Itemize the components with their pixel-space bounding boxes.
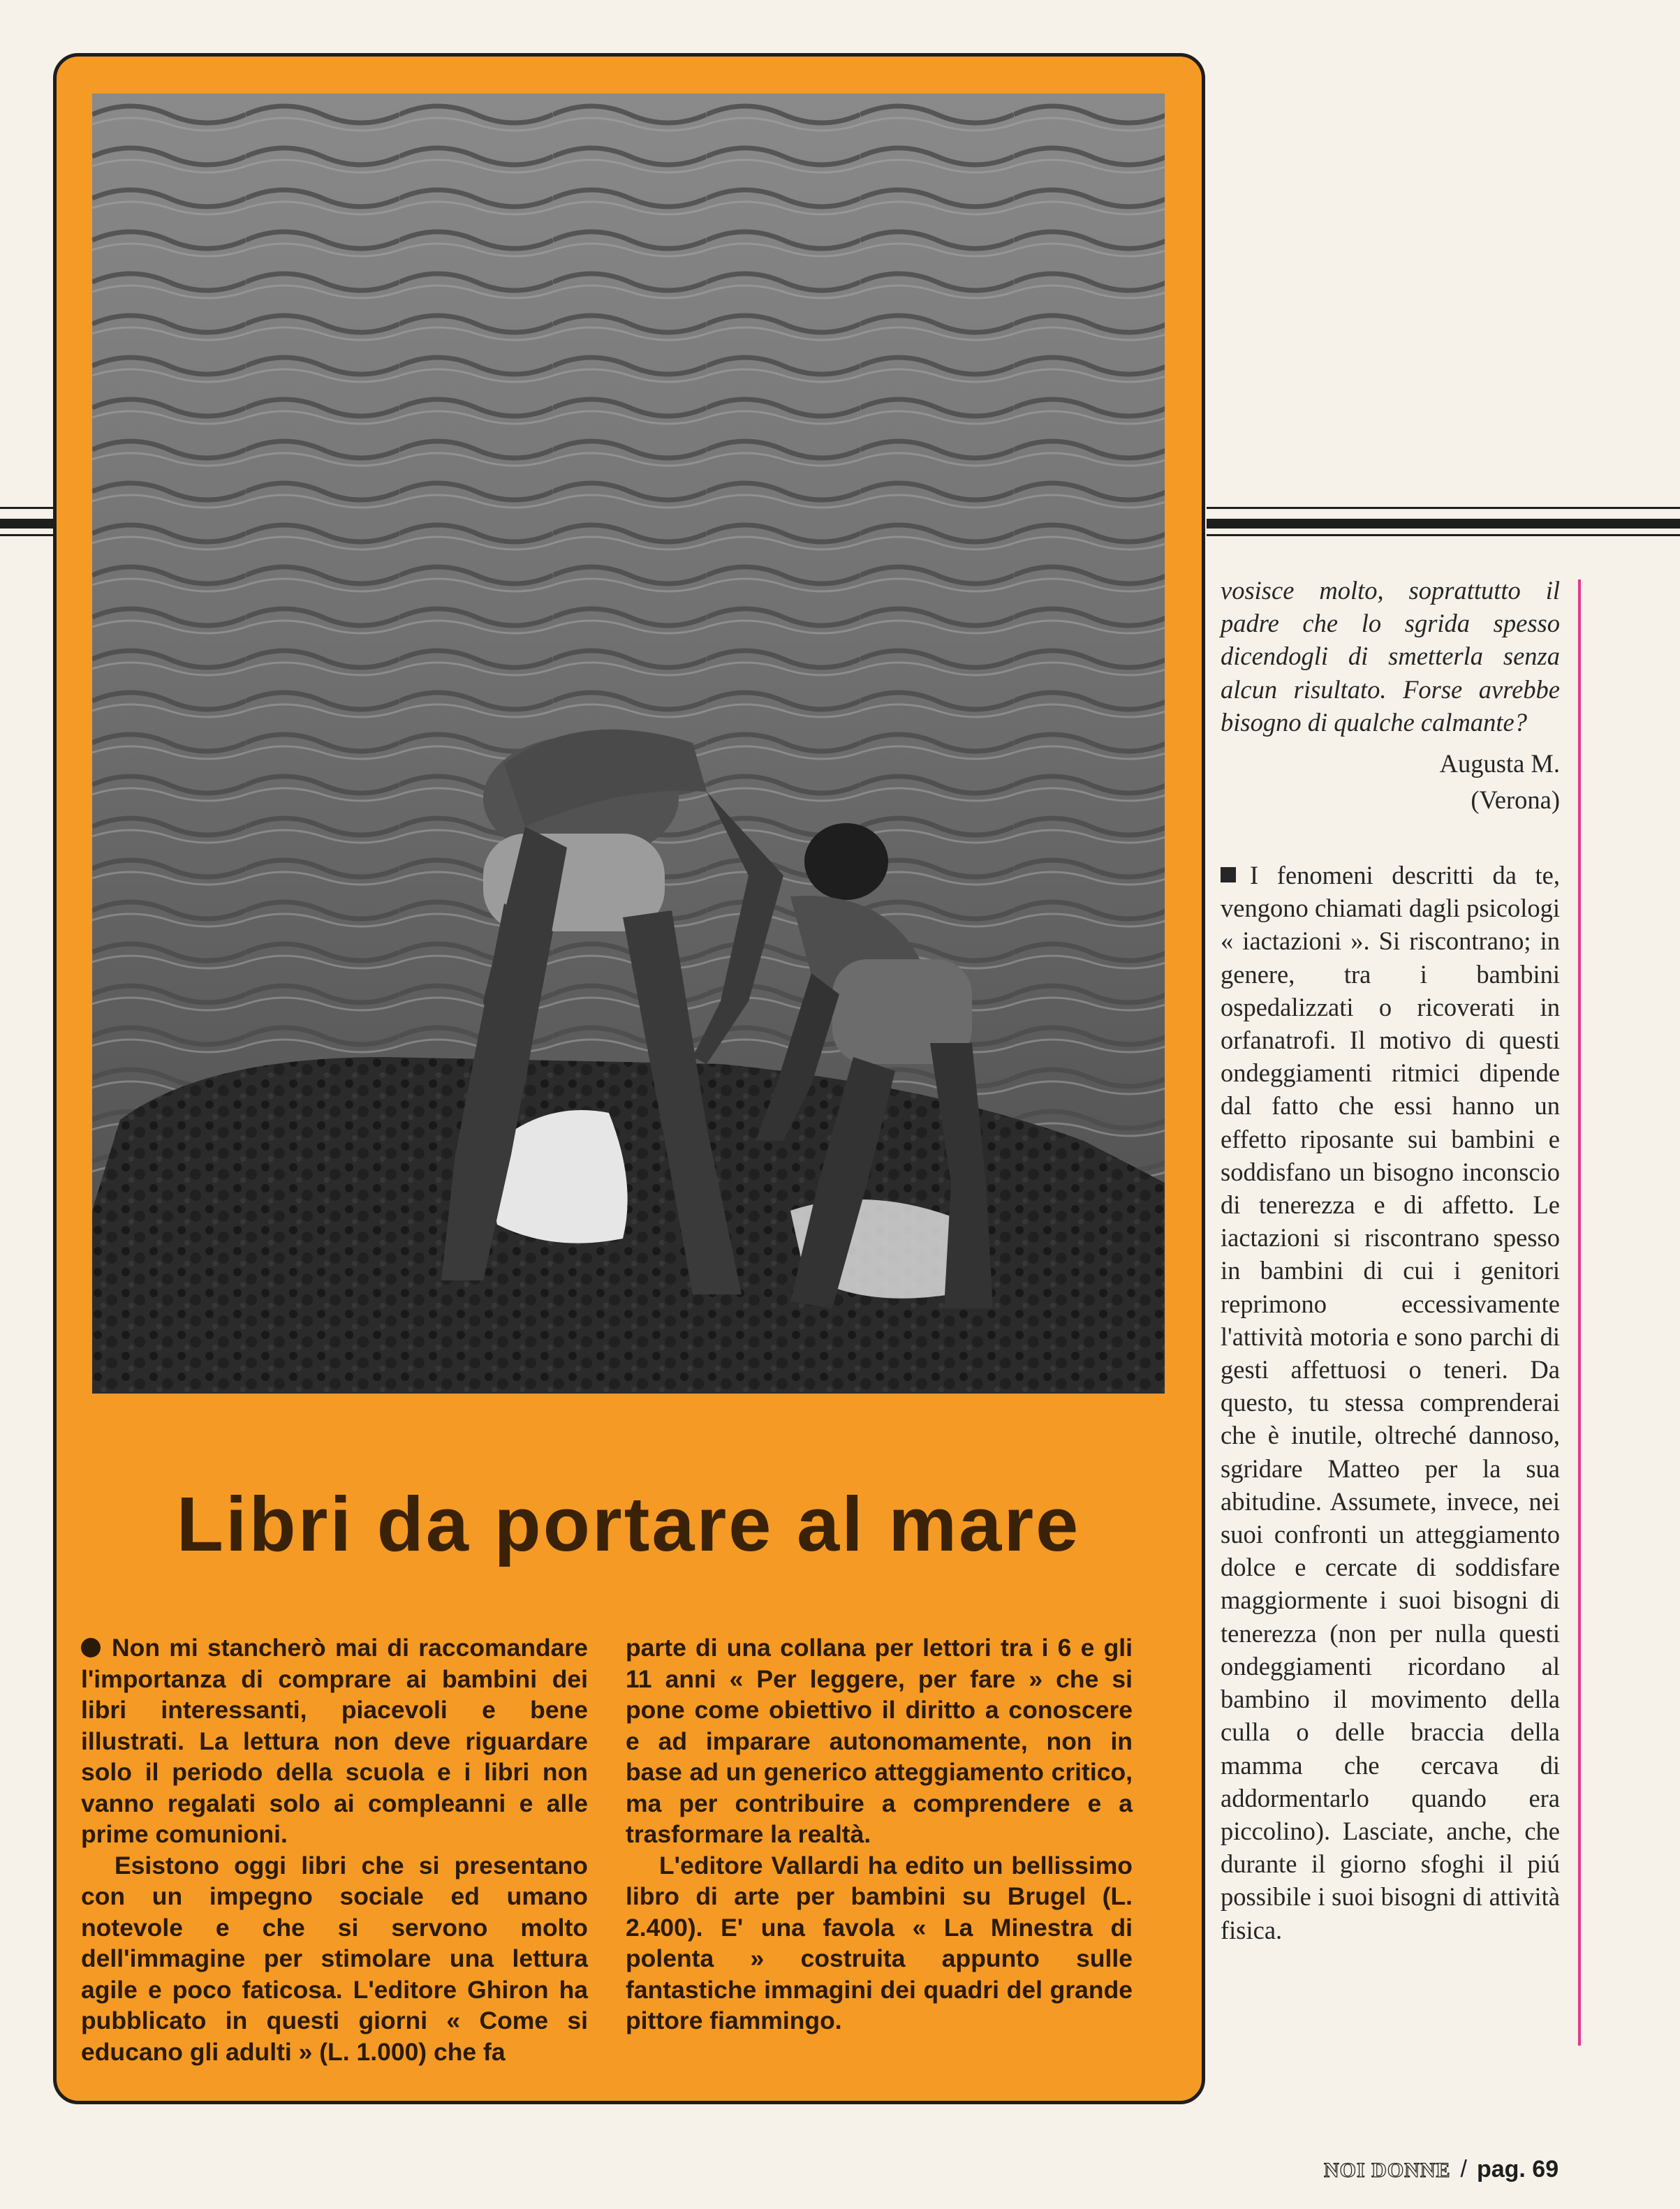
sea-photo — [92, 94, 1165, 1394]
page-number: pag. 69 — [1476, 2156, 1559, 2182]
magazine-logo: NOI DONNE — [1324, 2159, 1451, 2182]
column-divider-line — [1578, 579, 1581, 2046]
square-bullet-icon — [1221, 867, 1236, 882]
article-text: Non mi stancherò mai di raccomandare l'importanza di comprare ai bambini dei libri interessanti, piacevoli e bene illustrati. La lettura non deve riguardare solo il periodo della scuola e i libri non vanno regalati solo ai compleanni e alle prime comunioni. — [81, 1634, 588, 1848]
letter-signature — [1221, 746, 1560, 818]
page-footer — [1324, 2156, 1559, 2184]
horizontal-rule-right — [1207, 507, 1680, 536]
article-paragraph: L'editore Vallardi ha edito un bellissimo libro di arte per bambini su Brugel (L. 2.400). E' una favola « La Minestra di polenta » costruita appunto sulle fantastiche immagini dei quadri del grande pittore fiammingo. — [626, 1851, 1133, 2034]
article-paragraph: Esistono oggi libri che si presentano con un impegno sociale ed umano notevole e che si servono molto dell'immagine per stimolare una lettura agile e poco faticosa. L'editore Ghiron ha pubblicato in questi giorni « Come si educano gli adulti » (L. 1.000) che fa — [81, 1851, 588, 2066]
signature-name: Augusta M. — [1439, 749, 1560, 778]
horizontal-rule-left — [0, 507, 56, 536]
article-column-1 — [81, 1632, 588, 2067]
signature-city: (Verona) — [1471, 785, 1560, 815]
article-paragraph — [81, 1632, 588, 1850]
letter-text: vosisce molto, soprattutto il padre che lo sgrida spesso dicendogli di smetterla senza alcun risultato. Forse avrebbe bisogno di qualche calmante? — [1221, 576, 1560, 737]
footer-separator: / — [1460, 2156, 1467, 2182]
reply-body: I fenomeni descritti da te, vengono chiamati dagli psicologi « iactazioni ». Si riscontrano; in genere, tra i bambini ospedalizzati o ricoverati in orfanatrofi. Il motivo di questi ondeggiamenti ritmici dipende dal fatto che essi hanno un effetto riposante sui bambini e soddisfano un bisogno inconscio di tenerezza e di affetto. Le iactazioni si riscontrano spesso in bambini di cui i genitori reprimono eccessivamente l'attività motoria e sono parchi di gesti affettuosi o teneri. Da questo, tu stessa comprenderai che è inutile, oltreché dannoso, sgridare Matteo per la sua abitudine. Assumete, invece, nei suoi confronti un atteggiamento dolce e cercate di soddisfare maggiormente i suoi bisogni di tenerezza (non per nulla questi ondeggiamenti ricordano al bambino il movimento della culla o delle braccia della mamma che cercava di addormentarlo quando era piccolino). Lasciate, anche, che durante il giorno sfoghi il piú possibile i suoi bisogni di attività fisica. — [1221, 861, 1560, 1944]
article-headline: Libri da portare al mare — [176, 1482, 1081, 1567]
reply-text — [1221, 859, 1560, 1946]
bullet-dot-icon — [81, 1638, 101, 1657]
article-paragraph: parte di una collana per lettori tra i 6 e gli 11 anni « Per leggere, per fare » che si pone come obiettivo il diritto a conoscere e ad imparare autonomamente, non in base ad un generico atteggiamento critico, ma per contribuire a comprendere e a trasformare la realtà. — [626, 1634, 1133, 1848]
photo-illustration — [92, 94, 1165, 1394]
article-column-2 — [626, 1632, 1133, 2037]
reader-letter-column — [1221, 574, 1560, 1946]
